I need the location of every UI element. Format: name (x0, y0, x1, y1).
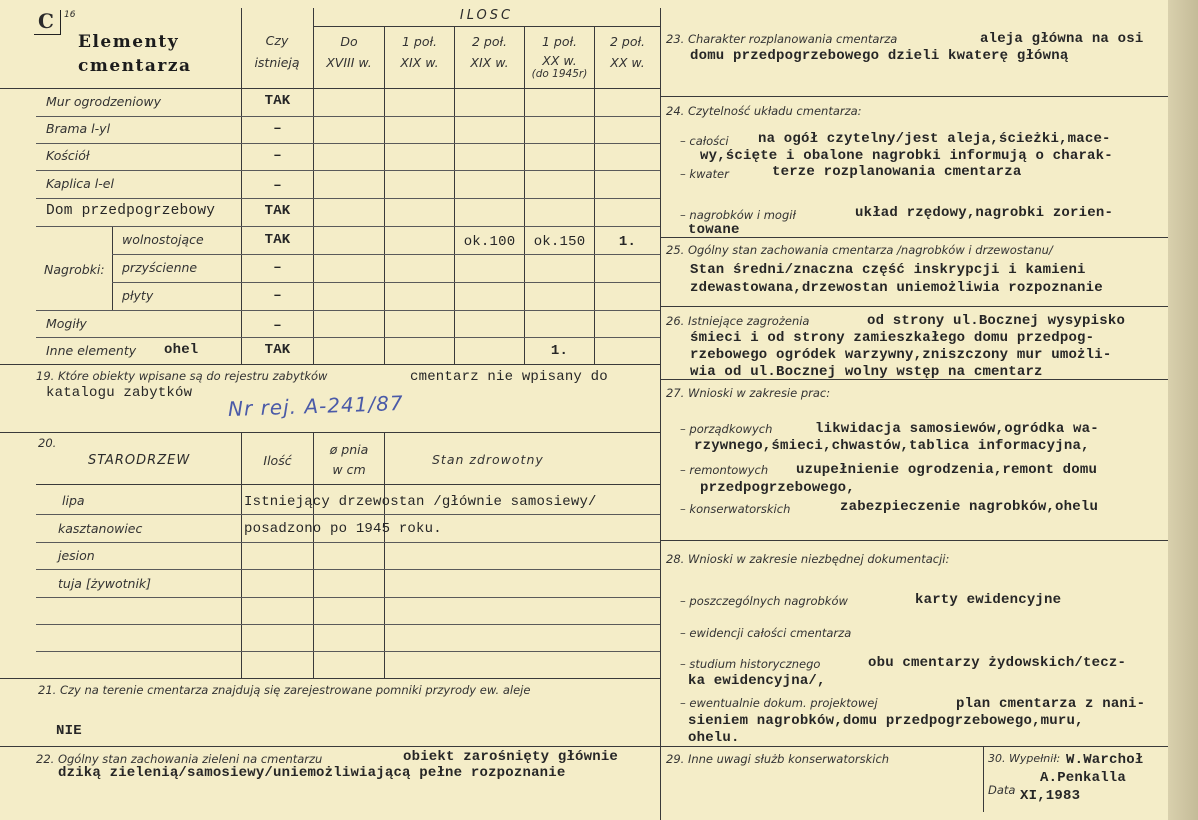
grid-line (112, 254, 660, 255)
s26-answer-2: śmieci i od strony zamieszkałego domu przedpog- (690, 330, 1095, 346)
s21-question: 21. Czy na terenie cmentarza znajdują się zarejestrowane pomniki przyrody ew. aleje (38, 683, 531, 697)
row-value-mur: TAK (264, 93, 291, 109)
row-value-wolnostojace: TAK (264, 232, 291, 248)
s24-answer-1: na ogół czytelny/jest aleja,ścieżki,mace- (758, 131, 1111, 147)
s28-answer-6: ohelu. (688, 730, 740, 746)
s20-note-2: posadzono po 1945 roku. (244, 521, 442, 537)
grid-line (660, 540, 1168, 541)
col-xix2-header: 2 poł. (471, 34, 508, 49)
s20-col-pien: ø pnia (329, 442, 369, 457)
s27-label-konserwatorskich: – konserwatorskich (680, 502, 791, 516)
col-xix1-header-b: XIX w. (400, 55, 439, 70)
grid-line (112, 282, 660, 283)
grid-line (112, 226, 113, 310)
grid-line (384, 432, 385, 678)
s24-answer-4: układ rzędowy,nagrobki zorien- (855, 205, 1114, 221)
grid-line (660, 306, 1168, 307)
s20-col-ilosc: Ilość (263, 453, 292, 468)
s26-answer-3: rzebowego ogródek warzywny,zniszczony mur umożli- (690, 347, 1112, 363)
s20-number: 20. (38, 436, 57, 450)
s28-question: 28. Wnioski w zakresie niezbędnej dokumentacji: (666, 552, 950, 566)
s19-answer-1: cmentarz nie wpisany do (410, 369, 608, 385)
grid-line (36, 542, 660, 543)
row-label-przyscienne: przyścienne (122, 260, 198, 275)
grid-line (0, 432, 660, 433)
inne-xx1: 1. (550, 343, 569, 359)
row-value-inne: TAK (264, 342, 291, 358)
grid-line (36, 484, 660, 485)
row-label-mogily: Mogiły (46, 316, 87, 331)
row-value-dom: TAK (264, 203, 291, 219)
col-xx1-header-c: (do 1945r) (531, 68, 588, 80)
row-label-kosciol: Kościół (46, 148, 90, 163)
s19-answer-2: katalogu zabytków (46, 385, 193, 401)
s30-date-label: Data (988, 783, 1016, 797)
grid-line (454, 26, 455, 364)
col-xx2-header: 2 poł. (609, 34, 646, 49)
s28-answer-1: karty ewidencyjne (915, 592, 1062, 608)
grid-line (241, 432, 242, 678)
grid-line (384, 26, 385, 364)
s23-question: 23. Charakter rozplanowania cmentarza (666, 32, 898, 46)
grid-line (660, 96, 1168, 97)
s24-answer-2: wy,ścięte i obalone nagrobki informują o charak- (700, 148, 1113, 164)
s27-answer-1: likwidacja samosiewów,ogródka wa- (815, 421, 1099, 437)
section-number: 16 (64, 10, 76, 20)
s27-answer-4: przedpogrzebowego, (700, 480, 855, 496)
grid-line (36, 226, 660, 227)
s24-answer-3: terze rozplanowania cmentarza (772, 164, 1022, 180)
grid-line (983, 746, 984, 812)
grid-line (36, 624, 660, 625)
grid-line (313, 26, 660, 27)
grid-line (0, 88, 660, 89)
grid-line (0, 364, 660, 365)
row-value-plyty: – (273, 288, 282, 304)
wolnostojace-xix2: ok.100 (463, 234, 516, 250)
card-edge (1168, 0, 1198, 820)
s22-question: 22. Ogólny stan zachowania zieleni na cmentarzu (36, 752, 323, 766)
s27-label-porzadkowych: – porządkowych (680, 422, 773, 436)
s23-answer-2: domu przedpogrzebowego dzieli kwaterę główną (690, 48, 1069, 64)
col-xix1-header: 1 poł. (401, 34, 438, 49)
col-xx1-header: 1 poł. (541, 34, 578, 49)
s22-answer-1: obiekt zarośnięty głównie (403, 749, 619, 765)
s25-answer-2: zdewastowana,drzewostan uniemożliwia rozpoznanie (690, 280, 1103, 296)
grid-line (36, 310, 660, 311)
grid-line (0, 678, 660, 679)
grid-line (594, 26, 595, 364)
s22-answer-2: dziką zielenią/samosiewy/uniemożliwiającą pełne rozpoznanie (58, 765, 566, 781)
col-xviii-header: Do (340, 34, 358, 49)
s25-answer-1: Stan średni/znaczna część inskrypcji i kamieni (690, 262, 1086, 278)
s25-question: 25. Ogólny stan zachowania cmentarza /nagrobków i drzewostanu/ (666, 243, 1053, 257)
tree-row: tuja [żywotnik] (58, 576, 152, 591)
row-value-kaplica: – (273, 178, 282, 194)
row-label-inne: Inne elementy (46, 343, 137, 358)
s28-label-nagrobkow: – poszczególnych nagrobków (680, 594, 848, 608)
col-xx1-header-b: XX w. (542, 53, 577, 68)
s26-answer-1: od strony ul.Bocznej wysypisko (867, 313, 1126, 329)
row-value-mogily: – (273, 318, 282, 334)
grid-line (36, 337, 660, 338)
col-exists-header: Czy istnieją (254, 33, 300, 70)
row-label-mur: Mur ogrodzeniowy (46, 94, 162, 109)
s26-question: 26. Istniejące zagrożenia (666, 314, 810, 328)
grid-line (36, 514, 660, 515)
tree-row: jesion (58, 548, 95, 563)
s24-label-calosci: – całości (680, 134, 729, 148)
s30-question: 30. Wypełnił: (988, 752, 1061, 765)
s28-answer-5: sieniem nagrobków,domu przedpogrzebowego,muru, (688, 713, 1084, 729)
section-letter: C (38, 9, 54, 33)
grid-line (36, 597, 660, 598)
s28-answer-4: plan cmentarza z nani- (956, 696, 1146, 712)
grid-line (0, 746, 660, 747)
row-value-przyscienne: – (273, 260, 282, 276)
col-xviii-header-b: XVIII w. (326, 55, 372, 70)
s28-label-ewidencji: – ewidencji całości cmentarza (680, 626, 852, 640)
grid-line (36, 569, 660, 570)
row-label-wolnostojace: wolnostojące (122, 232, 204, 247)
s30-date: XI,1983 (1020, 788, 1081, 804)
s28-label-projektowej: – ewentualnie dokum. projektowej (680, 696, 878, 710)
grid-line (36, 170, 660, 171)
s28-label-studium: – studium historycznego (680, 657, 821, 671)
grid-line (36, 116, 660, 117)
col-xx2-header-b: XX w. (610, 55, 645, 70)
s23-answer-1: aleja główna na osi (980, 31, 1144, 47)
row-value-brama: – (273, 121, 282, 137)
s20-col-starodrzew: STARODRZEW (88, 453, 191, 468)
s26-answer-4: wia od ul.Bocznej wolny wstęp na cmentarz (690, 364, 1043, 380)
ilosc-header: ILOSC (459, 8, 514, 23)
s30-name-2: A.Penkalla (1040, 770, 1127, 786)
s27-answer-3: uzupełnienie ogrodzenia,remont domu (796, 462, 1098, 478)
s19-handwritten-register: Nr rej. A-241/87 (227, 390, 404, 422)
card-title-line2: cmentarza (78, 56, 192, 76)
s21-answer: NIE (56, 723, 82, 739)
s27-question: 27. Wnioski w zakresie prac: (666, 386, 831, 400)
s24-answer-5: towane (688, 222, 740, 238)
nagrobki-label: Nagrobki: (44, 262, 105, 277)
s24-label-nagrobkow: – nagrobków i mogił (680, 208, 796, 222)
grid-line (36, 651, 660, 652)
s27-label-remontowych: – remontowych (680, 463, 769, 477)
row-label-plyty: płyty (122, 288, 154, 303)
wolnostojace-xx2: 1. (618, 234, 637, 250)
s29-question: 29. Inne uwagi służb konserwatorskich (666, 752, 890, 766)
s24-question: 24. Czytelność układu cmentarza: (666, 104, 862, 118)
row-label-kaplica: Kaplica l-el (46, 176, 114, 191)
grid-line (36, 198, 660, 199)
grid-line (660, 746, 1168, 747)
s20-col-pien-b: w cm (332, 462, 366, 477)
wolnostojace-xx1: ok.150 (533, 234, 586, 250)
card-title-line1: Elementy (78, 32, 180, 52)
col-xix2-header-b: XIX w. (470, 55, 509, 70)
s20-note-1: Istniejący drzewostan /głównie samosiewy/ (244, 494, 597, 510)
grid-line (36, 143, 660, 144)
center-divider (660, 8, 661, 820)
s30-name-1: W.Warchoł (1066, 752, 1144, 768)
s28-answer-2: obu cmentarzy żydowskich/tecz- (868, 655, 1127, 671)
s28-answer-3: ka ewidencyjna/, (688, 673, 826, 689)
row-label-brama: Brama l-yl (46, 121, 111, 136)
tree-row: lipa (62, 493, 85, 508)
row-label-inne-ohel: ohel (164, 342, 199, 358)
s27-answer-5: zabezpieczenie nagrobków,ohelu (840, 499, 1099, 515)
tree-row: kasztanowiec (58, 521, 143, 536)
s20-col-stan: Stan zdrowotny (432, 452, 544, 467)
s19-question: 19. Które obiekty wpisane są do rejestru zabytków (36, 369, 328, 383)
s27-answer-2: rzywnego,śmieci,chwastów,tablica informacyjna, (694, 438, 1090, 454)
s24-label-kwater: – kwater (680, 167, 729, 181)
row-label-dom: Dom przedpogrzebowy (46, 203, 216, 219)
row-value-kosciol: – (273, 148, 282, 164)
